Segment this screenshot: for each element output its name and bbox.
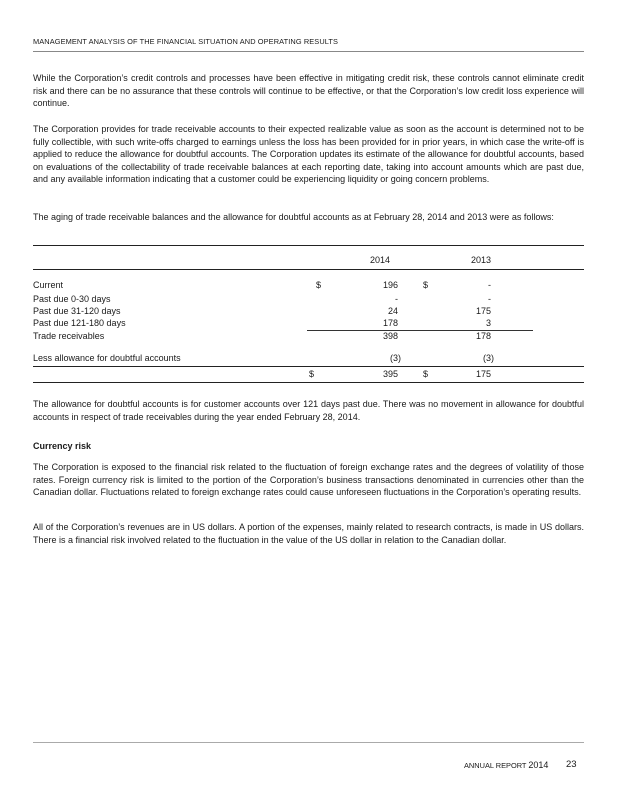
footer-annual-report xyxy=(464,760,548,770)
table-row-trade-receivables xyxy=(33,331,584,344)
footer-rule xyxy=(33,742,584,743)
value-2014: 24 xyxy=(387,306,398,316)
value-2014: 178 xyxy=(382,318,398,328)
page-header: MANAGEMENT ANALYSIS OF THE FINANCIAL SITUATION AND OPERATING RESULTS xyxy=(33,37,339,46)
header-rule xyxy=(33,51,584,52)
value-2013: - xyxy=(488,294,491,304)
value-2014: 196 xyxy=(382,280,398,290)
paragraph-allowance-note: The allowance for doubtful accounts is for customer accounts over 121 days past due. There was no movement in allowance for doubtful accounts in respect of trade receivables during the year ended February 28, 2014. xyxy=(33,399,584,422)
row-label: Past due 0-30 days xyxy=(33,294,111,304)
table-bottom-rule xyxy=(33,382,584,383)
column-header-2014: 2014 xyxy=(370,255,391,265)
value-2014: - xyxy=(395,294,398,304)
currency-symbol: $ xyxy=(316,280,322,290)
paragraph-currency-exposure: The Corporation is exposed to the financial risk related to the fluctuation of foreign exchange rates and the degrees of volatility of those rates. Foreign currency risk is limited to the portion of the Corporation’s business transactions denominated in currencies other than the Canadian dollar. Fluctuations related to foreign exchange rates could cause unforeseen fluctuations in the Corporation’s operating results. xyxy=(33,462,584,497)
table-row-current xyxy=(33,280,584,293)
paragraph-aging-intro: The aging of trade receivable balances and the allowance for doubtful accounts as at February 28, 2014 and 2013 were as follows: xyxy=(33,212,554,222)
footer-label-text: ANNUAL REPORT xyxy=(464,761,527,770)
currency-symbol: $ xyxy=(423,280,429,290)
table-header-rule xyxy=(33,269,584,270)
value-2013: 3 xyxy=(485,318,491,328)
page-number: 23 xyxy=(566,759,577,770)
row-label: Trade receivables xyxy=(33,331,105,341)
value-2013: 178 xyxy=(475,331,491,341)
column-header-2013: 2013 xyxy=(471,255,492,265)
row-label: Less allowance for doubtful accounts xyxy=(33,353,181,363)
row-label: Current xyxy=(33,280,64,290)
value-2013: 175 xyxy=(475,306,491,316)
table-top-rule xyxy=(33,245,584,246)
currency-symbol: $ xyxy=(423,369,429,379)
currency-symbol: $ xyxy=(309,369,315,379)
paragraph-us-dollar-revenues: All of the Corporation’s revenues are in US dollars. A portion of the expenses, mainly related to research contracts, is made in US dollars. There is a financial risk involved related to the fluctuation in the value of the US dollar in relation to the Canadian dollar. xyxy=(33,522,584,545)
value-2014: 395 xyxy=(382,369,398,379)
total-rule xyxy=(33,366,584,367)
value-2014: 398 xyxy=(382,331,398,341)
table-row-allowance xyxy=(33,353,584,366)
value-2013: 175 xyxy=(475,369,491,379)
value-2013: (3) xyxy=(483,353,494,363)
value-2013: - xyxy=(488,280,491,290)
row-label: Past due 121-180 days xyxy=(33,318,126,328)
paragraph-trade-receivable-provision: The Corporation provides for trade receivable accounts to their expected realizable value as soon as the account is determined not to be fully collectible, with such write-offs charged to earnings unless the loss has been provided for in prior years, in which case the write-off is applied to reduce the allowance for doubtful accounts. The Corporation updates its estimate of the allowance for doubtful accounts, based on evaluations of the collectability of trade receivable balances at each reporting date, taking into account amounts which are past due, and any available information indicating that a customer could be experiencing liquidity or going concern problems. xyxy=(33,124,584,184)
paragraph-credit-controls: While the Corporation’s credit controls and processes have been effective in mitigating credit risk, these controls cannot eliminate credit risk and there can be no assurance that these controls will continue to be effective, or that the Corporation’s low credit loss experience will continue. xyxy=(33,73,584,108)
value-2014: (3) xyxy=(390,353,401,363)
footer-year: 2014 xyxy=(528,760,549,770)
row-label: Past due 31-120 days xyxy=(33,306,121,316)
table-row-total xyxy=(33,369,584,382)
section-heading-currency-risk: Currency risk xyxy=(33,441,92,451)
